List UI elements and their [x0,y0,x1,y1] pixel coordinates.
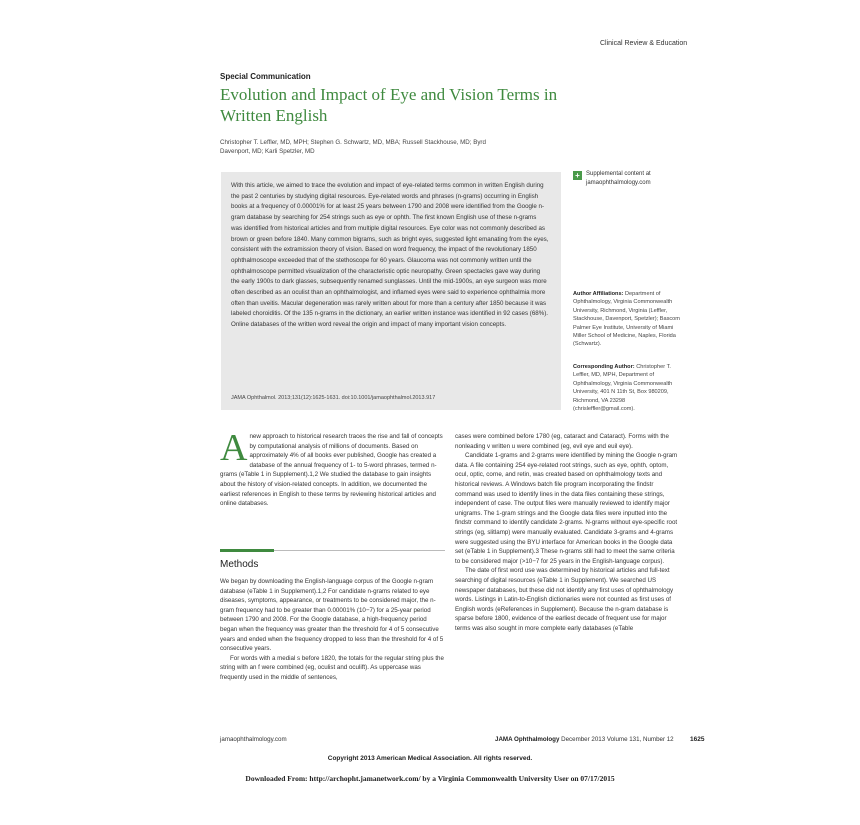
methods-paragraph-1: We began by downloading the English-language corpus of the Google n-gram database (eTable 1 in Supplement).1,2 For candidate n-grams related to eye diseases, symptoms, appearance, or treatments to be considered major, the n-gram frequency had to be greater than 0.00001% (10−7) for a 25-year period between 1790 and 2008. For the Google database, a high-frequency period began when the frequency was greater than the threshold for 4 of 5 consecutive years and ended when the frequency dropped to less than the threshold for 4 of 5 consecutive years. [220,578,444,653]
corresponding-author [573,363,683,413]
col2-paragraph-2: Candidate 1-grams and 2-grams were identified by mining the Google n-gram data. A file containing 254 eye-related root strings, such as eye, ophth, optom, ocul, optic, corne, and retin, was created based on ophthalmology texts and historical reviews. A Windows batch file program incorporating the findstr command was used to identify lines in the data files containing these strings, independent of case. The output files were manually reviewed to identify major unigrams. The 1-gram strings and the Google data files were inputted into the findstr command to identify candidate 2-grams. N-grams without eye-specific root strings (eg, slitlamp) were manually evaluated. Candidate 3-grams and 4-grams were suggested using the BYU interface for American books in the Google data set (eTable 1 in Supplement).3 These n-grams still had to meet the same criteria to be considered major (>10−7 for 25 years in the English-language corpus). [455,452,678,565]
intro-text: new approach to historical research traces the rise and fall of concepts by computational analysis of millions of documents. Based on approximately 4% of all books ever published, Google has created a database of the annual frequency of 1- to 5-word phrases, termed n-grams (eTable 1 in Supplement).1,2 We studied the database to gain insights about the history of vision-related concepts. In addition, we documented the earliest references in English to these terms by reviewing historical articles and online databases. [220,433,443,508]
section-divider-accent [220,549,274,552]
author-affiliations [573,290,683,349]
copyright-notice: Copyright 2013 American Medical Association. All rights reserved. [327,755,533,762]
abstract-citation: JAMA Ophthalmol. 2013;131(12):1625-1631. doi:10.1001/jamaophthalmol.2013.917 [231,395,436,401]
affiliations-label: Author Affiliations: [573,291,624,297]
article-title: Evolution and Impact of Eye and Vision Terms in Written English [220,85,558,125]
col2-paragraph-1: cases were combined before 1780 (eg, cataract and Cataract). Forms with the nonleading v written u were combined (eg, evil eye and euil eye). [455,433,669,450]
footer-website[interactable]: jamaophthalmology.com [220,736,287,743]
page-number: 1625 [690,736,705,743]
corresponding-label: Corresponding Author: [573,364,635,370]
footer-issue: December 2013 Volume 131, Number 12 [561,736,674,743]
methods-heading: Methods [220,559,259,570]
article-authors: Christopher T. Leffler, MD, MPH; Stephen G. Schwartz, MD, MBA; Russell Stackhouse, MD; Byrd Davenport, MD; Karli Spetzler, MD [220,139,486,155]
supplemental-content-link[interactable]: Supplemental content at jamaophthalmology.com [586,171,651,186]
footer-journal-info [495,736,674,743]
footer-journal-name: JAMA Ophthalmology [495,736,560,743]
methods-paragraph-2: For words with a medial s before 1820, the totals for the regular string plus the string with an f were combined (eg, oculist and oculift). As uppercase was frequently used in the middle of sentences, [220,654,444,681]
header-section-label: Clinical Review & Education [600,40,688,47]
abstract-text: With this article, we aimed to trace the evolution and impact of eye-related terms common in written English during the past 2 centuries by studying digital resources. Eye-related words and phrases (n-grams) occurring in English books at a frequency of 0.00001% for at least 25 years between 1790 and 2008 were identified from the Google n-gram database by searching for 254 strings such as eye or ophth. The first known English use of these n-grams was identified from historical articles and from multiple digital resources. Eye color was not commonly described as brown or green before 1840. Many common bigrams, such as bright eyes, suggested light emanating from the eyes, consistent with the extramission theory of vision. Based on word frequency, the impact of the revolutionary 1850 ophthalmoscope exceeded that of the stethoscope for 60 years. Glaucoma was not commonly written until the ophthalmoscope permitted visualization of the characteristic optic neuropathy. Green spectacles gave way during the early 1900s to dark glasses, subsequently renamed sunglasses. Until the mid-1900s, an eye surgeon was more often described as an oculist than an ophthalmologist, and inflamed eyes were said to experience ophthalmia more often than uveitis. Macular degeneration was rarely written about for more than a century after 1850 because it was labeled choroiditis. Of the 135 n-grams in the dictionary, an earlier written instance was identified in 92 cases (68%). Online databases of the written word reveal the origin and impact of many important vision concepts. [231,182,549,329]
download-notice: Downloaded From: http://archopht.jamanetwork.com/ by a Virginia Commonwealth University User on 07/17/2015 [245,774,615,783]
plus-icon[interactable]: + [573,171,582,180]
affiliations-text: Department of Ophthalmology, Virginia Commonwealth University, Richmond, Virginia (Leffler, Stackhouse, Davenport, Spetzler); Bascom Palmer Eye Institute, University of Miami Miller School of Medicine, Naples, Florida (Schwartz). [573,291,680,348]
right-column [455,432,680,633]
corresponding-text: Christopher T. Leffler, MD, MPH, Department of Ophthalmology, Virginia Commonwealth University, 401 N 11th St, Box 980209, Richmond, VA 23298 (chrisleffler@gmail.com). [573,364,673,413]
dropcap: A [220,427,248,469]
col2-paragraph-3: The date of first word use was determined by historical articles and full-text searching of digital resources (eTable 1 in Supplement). We searched US newspaper databases, but these did not identify any first uses of ophthalmology words. Listings in Latin-to-English dictionaries were not counted as first uses of English words (eReferences in Supplement). Because the n-gram database is sparse before 1800, evidence of the earliest decade of frequent use for major terms was also sought in more complete early databases (eTable [455,567,674,632]
intro-paragraph [220,427,445,509]
methods-column [220,577,445,683]
section-divider [274,550,445,551]
article-type-label: Special Communication [220,72,311,81]
